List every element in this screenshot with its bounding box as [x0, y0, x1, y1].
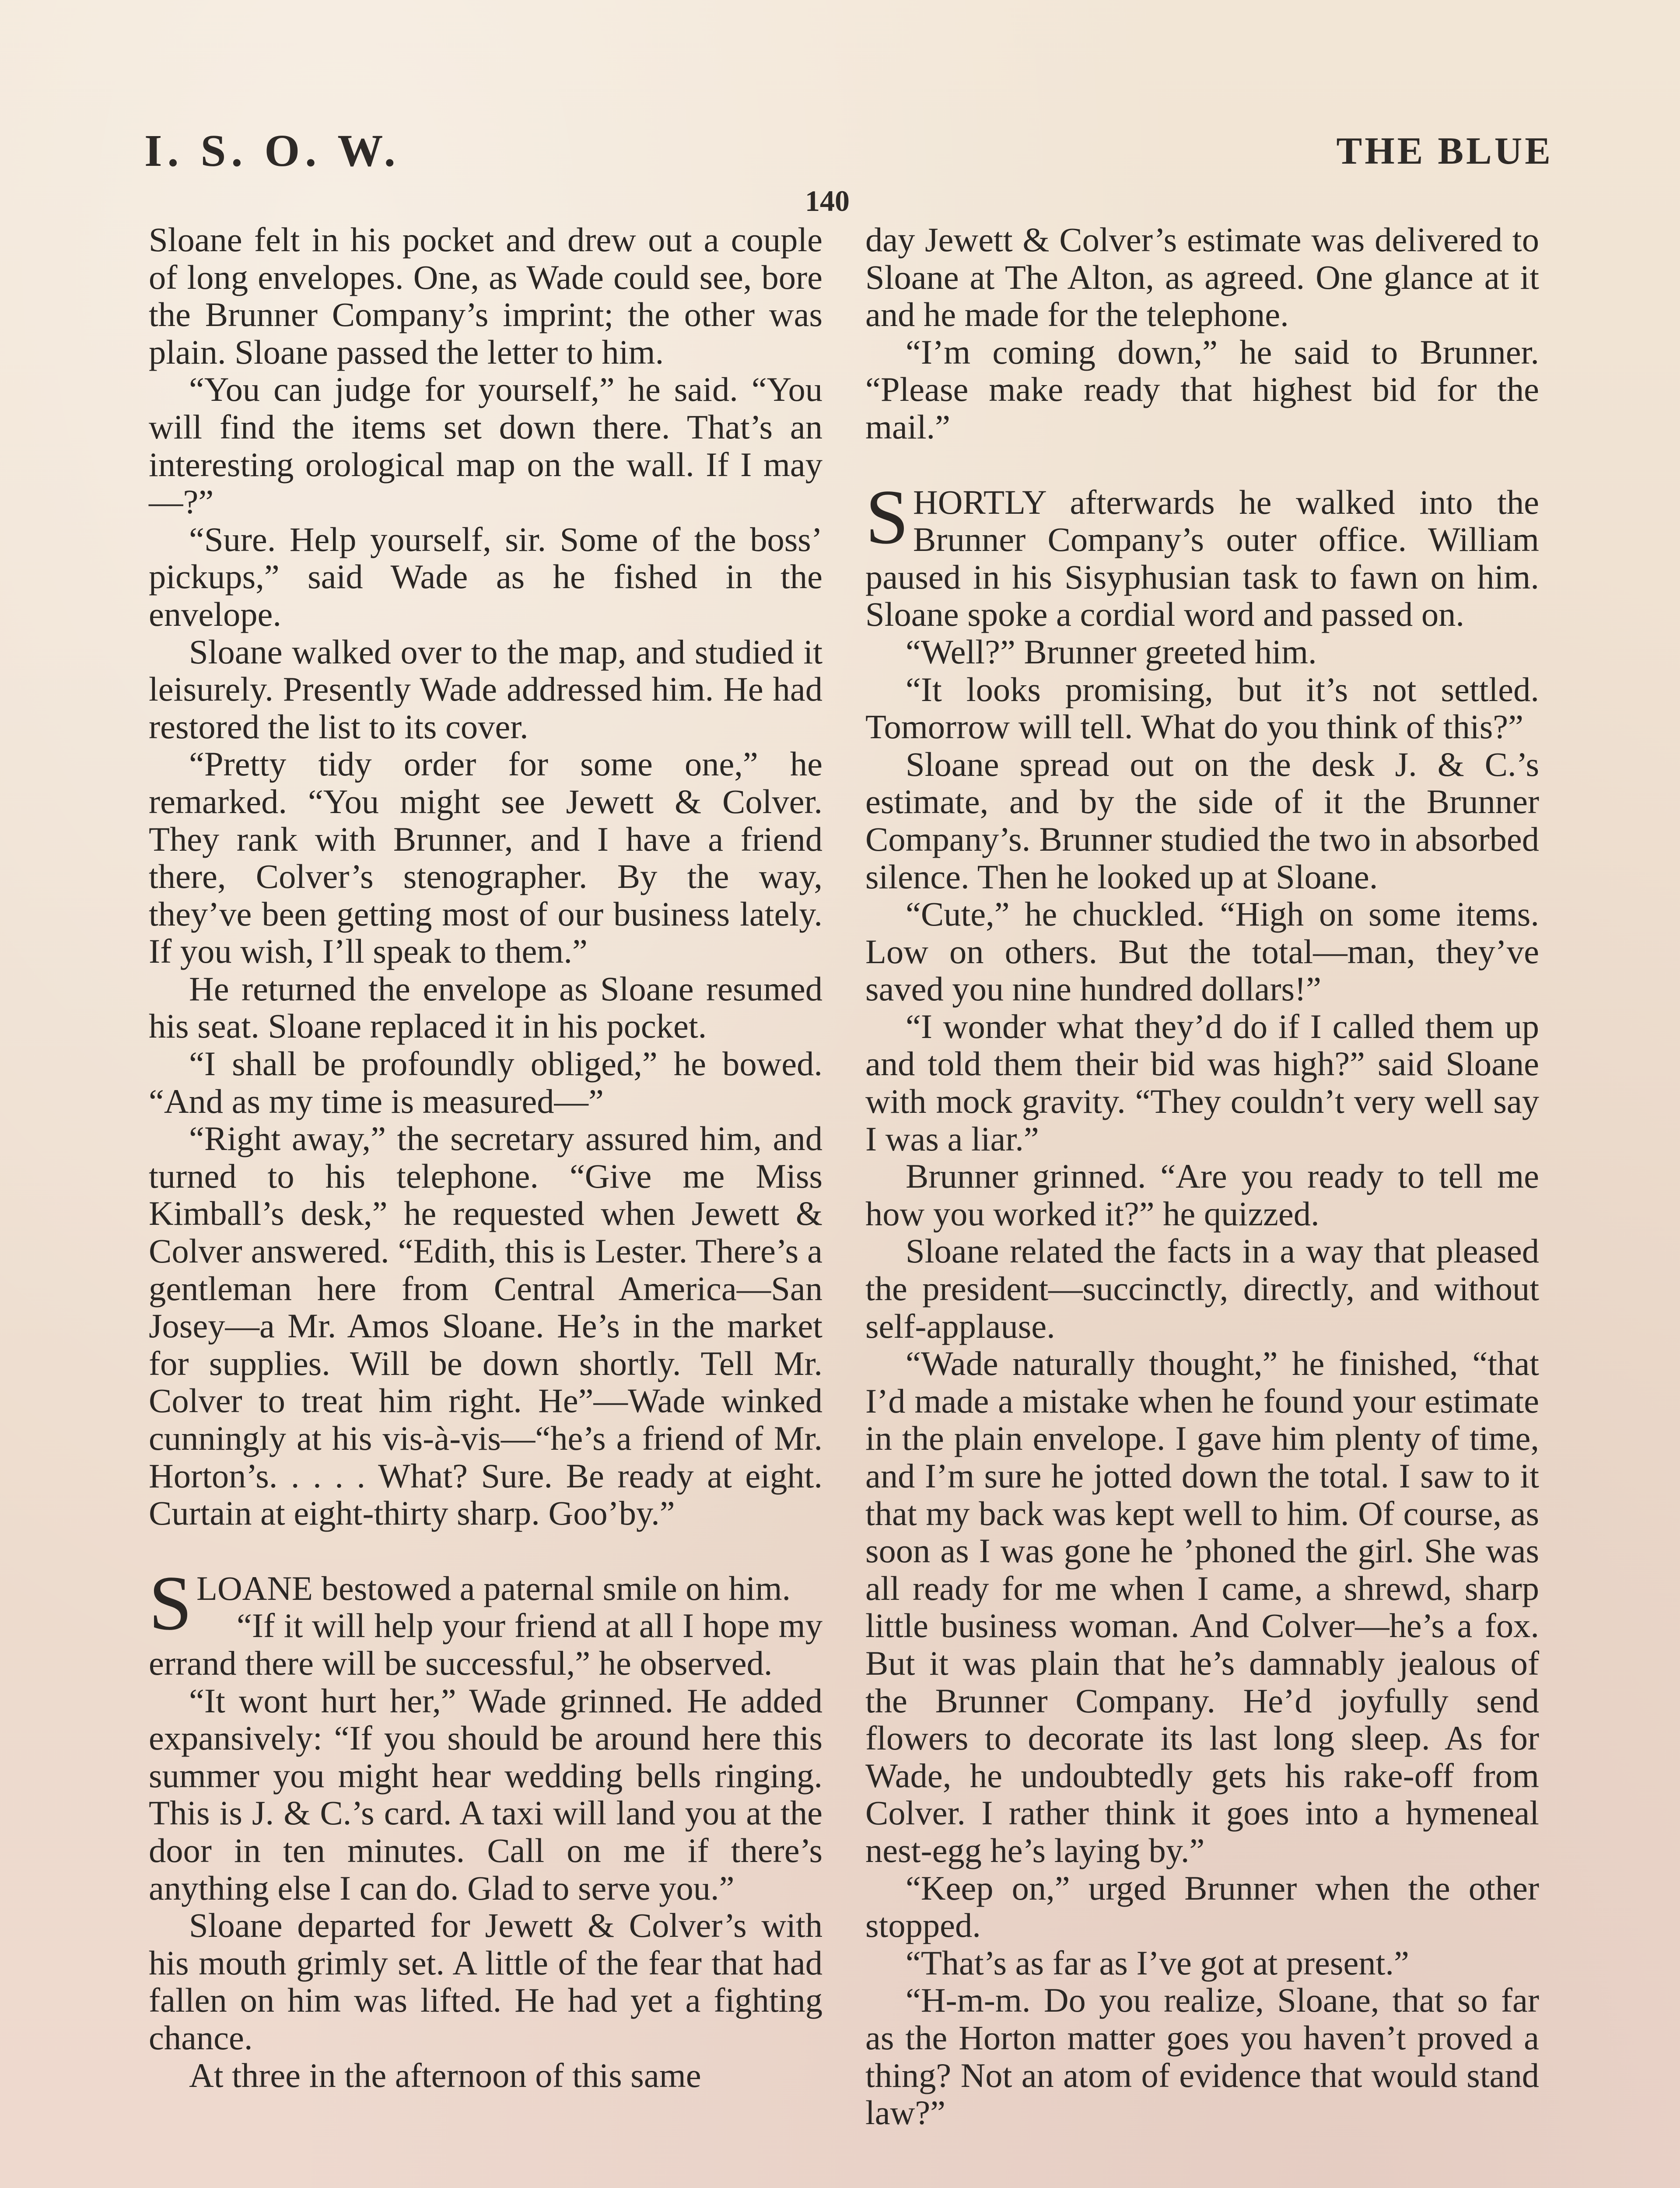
paragraph: Sloane spread out on the desk J. & C.’s estimate, and by the side of it the Brunner Company’s. Brunner studied the two in absorbed silence. Then he looked up at Sloane. [865, 745, 1539, 896]
paragraph: “H-m-m. Do you realize, Sloane, that so far as the Horton matter goes you haven’t proved a thing? Not an atom of evidence that would stand law?” [865, 1981, 1539, 2132]
section-lead-text: LOANE bestowed a paternal smile on him. [196, 1569, 791, 1607]
right-column [865, 221, 1539, 2132]
paragraph: “Cute,” he chuckled. “High on some items. Low on others. But the total—man, they’ve saved you nine hundred dollars!” [865, 895, 1539, 1008]
drop-cap: S [865, 473, 909, 560]
paragraph: “I’m coming down,” he said to Brunner. “Please make ready that highest bid for the mail.” [865, 333, 1539, 446]
running-header-right: THE BLUE [1336, 130, 1553, 172]
paragraph: “Well?” Brunner greeted him. [906, 632, 1317, 671]
section-lead-text: HORTLY afterwards he walked into the Brunner Company’s outer office. William paused in his Sisyphusian task to fawn on him. Sloane spoke a cordial word and passed on. [865, 483, 1539, 634]
paragraph: “Sure. Help yourself, sir. Some of the boss’ pickups,” said Wade as he fished in the envelope. [149, 520, 822, 633]
paragraph: “You can judge for yourself,” he said. “You will find the items set down there. That’s an interesting orological map on the wall. If I may—?” [149, 370, 822, 521]
paragraph: Sloane walked over to the map, and studied it leisurely. Presently Wade addressed him. He had restored the list to its cover. [149, 632, 822, 746]
paragraph: Brunner grinned. “Are you ready to tell me how you worked it?” he quizzed. [865, 1157, 1539, 1233]
drop-cap: S [149, 1559, 192, 1646]
paragraph: He returned the envelope as Sloane resumed his seat. Sloane replaced it in his pocket. [149, 969, 822, 1045]
paragraph: “Keep on,” urged Brunner when the other stopped. [865, 1869, 1539, 1945]
paragraph: “Right away,” the secretary assured him, and turned to his telephone. “Give me Miss Kimball’s desk,” he requested when Jewett & Colver answered. “Edith, this is Lester. There’s a gentleman here from Central America—San Josey—a Mr. Amos Sloane. He’s in the market for supplies. Will be down shortly. Tell Mr. Colver to treat him right. He”—Wade winked cunningly at his vis-à-vis—“he’s a friend of Mr. Horton’s. . . . . What? Sure. Be ready at eight. Curtain at eight-thirty sharp. Goo’by.” [149, 1119, 822, 1532]
paragraph: Sloane related the facts in a way that pleased the president—succinctly, directly, and without self-applause. [865, 1232, 1539, 1345]
paragraph: “Pretty tidy order for some one,” he remarked. “You might see Jewett & Colver. They rank with Brunner, and I have a friend there, Colver’s stenographer. By the way, they’ve been getting most of our business lately. If you wish, I’ll speak to them.” [149, 745, 822, 971]
running-header-left: I. S. O. W. [144, 126, 401, 176]
left-column [149, 221, 822, 2094]
paragraph: Sloane departed for Jewett & Colver’s with his mouth grimly set. A little of the fear that had fallen on him was lifted. He had yet a fighting chance. [149, 1906, 822, 2057]
paragraph: day Jewett & Colver’s estimate was delivered to Sloane at The Alton, as agreed. One glance at it and he made for the telephone. [865, 221, 1539, 334]
paragraph: Sloane felt in his pocket and drew out a couple of long envelopes. One, as Wade could see, bore the Brunner Company’s imprint; the other was plain. Sloane passed the letter to him. [149, 221, 822, 371]
paragraph: “It looks promising, but it’s not settled. Tomorrow will tell. What do you think of this?” [865, 670, 1539, 746]
paragraph: “Wade naturally thought,” he finished, “that I’d made a mistake when he found your estimate in the plain envelope. I gave him plenty of time, and I’m sure he jotted down the total. I saw to it that my back was kept well to him. Of course, as soon as I was gone he ’phoned the girl. She was all ready for me when I came, a shrewd, sharp little business woman. And Colver—he’s a fox. But it was plain that he’s damnably jealous of the Brunner Company. He’d joyfully send flowers to decorate its last long sleep. As for Wade, he undoubtedly gets his rake-off from Colver. I rather think it goes into a hymeneal nest-egg he’s laying by.” [865, 1344, 1539, 1869]
paragraph: “I wonder what they’d do if I called them up and told them their bid was high?” said Sloane with mock gravity. “They couldn’t very well say I was a liar.” [865, 1007, 1539, 1158]
paragraph: “It wont hurt her,” Wade grinned. He added expansively: “If you should be around here this summer you might hear wedding bells ringing. This is J. & C.’s card. A taxi will land you at the door in ten minutes. Call on me if there’s anything else I can do. Glad to serve you.” [149, 1681, 822, 1907]
paragraph: “If it will help your friend at all I hope my errand there will be successful,” he observed. [149, 1606, 822, 1682]
section-opening-paragraph [865, 473, 1539, 634]
page-number: 140 [805, 184, 850, 217]
paragraph: At three in the afternoon of this same [189, 2056, 701, 2094]
paragraph: “I shall be profoundly obliged,” he bowed. “And as my time is measured—” [149, 1045, 822, 1120]
paragraph: “That’s as far as I’ve got at present.” [906, 1943, 1409, 1982]
